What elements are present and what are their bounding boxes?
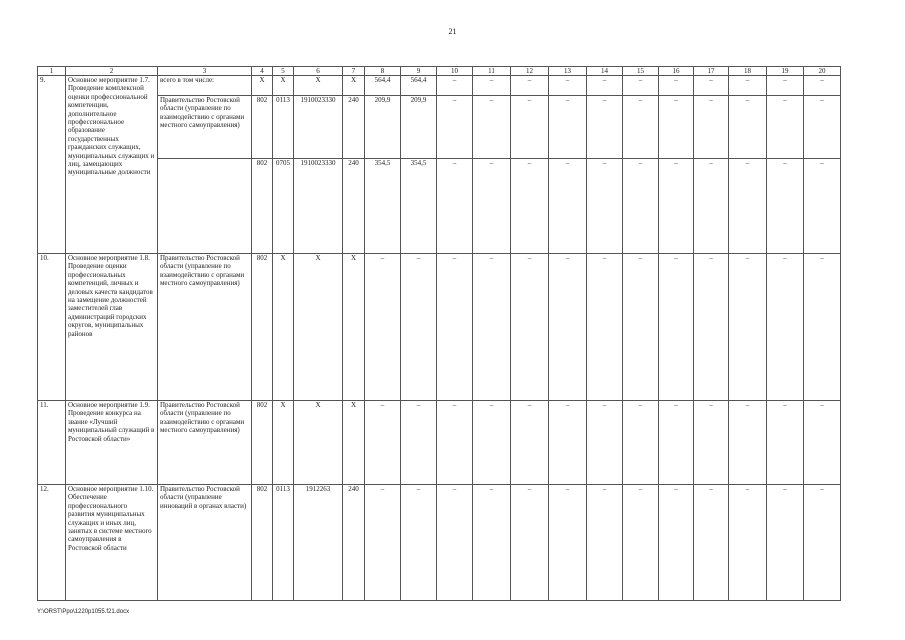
cell-csr: Х bbox=[294, 76, 343, 96]
table-row bbox=[38, 401, 841, 485]
header-cell: 9 bbox=[401, 67, 437, 76]
header-cell: 19 bbox=[767, 67, 804, 76]
table-row bbox=[38, 96, 841, 159]
file-path-footer: Y:\ORST\Ppo\1220p1055.f21.docx bbox=[37, 609, 130, 615]
cell-vr: 240 bbox=[343, 485, 365, 601]
cell-year: – bbox=[401, 485, 437, 601]
cell-total: 564,4 bbox=[365, 76, 401, 96]
cell-year: – bbox=[804, 254, 841, 401]
cell-year: – bbox=[767, 254, 804, 401]
cell-year: – bbox=[767, 96, 804, 159]
cell-csr: 1910023330 bbox=[294, 159, 343, 254]
cell-total: 354,5 bbox=[365, 159, 401, 254]
cell-csr: Х bbox=[294, 254, 343, 401]
header-cell: 8 bbox=[365, 67, 401, 76]
cell-year: – bbox=[473, 76, 511, 96]
cell-year: – bbox=[511, 159, 549, 254]
table-row bbox=[38, 254, 841, 401]
cell-year: – bbox=[473, 485, 511, 601]
cell-year: – bbox=[623, 401, 659, 485]
cell-rzpr: 0113 bbox=[273, 485, 294, 601]
cell-year: – bbox=[694, 254, 729, 401]
cell-year: – bbox=[437, 159, 473, 254]
cell-vr: Х bbox=[343, 254, 365, 401]
cell-year: – bbox=[694, 159, 729, 254]
cell-year: – bbox=[437, 254, 473, 401]
cell-year: – bbox=[623, 254, 659, 401]
executor-cell: всего в том числе: bbox=[158, 76, 252, 96]
cell-vr: 240 bbox=[343, 96, 365, 159]
cell-total: – bbox=[365, 254, 401, 401]
cell-csr: 1910023330 bbox=[294, 96, 343, 159]
cell-year: 354,5 bbox=[401, 159, 437, 254]
cell-grbs: 802 bbox=[252, 254, 273, 401]
executor-cell: Правительство Ростовской области (управление по взаимодействию с органами местного самоуправления) bbox=[158, 401, 252, 485]
header-cell: 16 bbox=[659, 67, 694, 76]
header-cell: 15 bbox=[623, 67, 659, 76]
cell-year: – bbox=[587, 159, 623, 254]
header-cell: 2 bbox=[66, 67, 158, 76]
cell-year: – bbox=[729, 76, 767, 96]
cell-year: – bbox=[587, 401, 623, 485]
cell-year: – bbox=[659, 76, 694, 96]
header-cell: 3 bbox=[158, 67, 252, 76]
table-row bbox=[38, 485, 841, 601]
header-cell: 10 bbox=[437, 67, 473, 76]
cell-total: 209,9 bbox=[365, 96, 401, 159]
cell-year: – bbox=[549, 254, 587, 401]
cell-year: – bbox=[729, 485, 767, 601]
cell-year: – bbox=[729, 159, 767, 254]
executor-cell: Правительство Ростовской области (управление по взаимодействию с органами местного самоуправления) bbox=[158, 96, 252, 159]
activity-name: Основное мероприятие 1.9. Проведение конкурса на звание «Лучший муниципальный служащий в Ростовской области» bbox=[66, 401, 158, 485]
cell-year: – bbox=[729, 401, 767, 485]
header-cell: 11 bbox=[473, 67, 511, 76]
cell-year: 209,9 bbox=[401, 96, 437, 159]
header-cell: 4 bbox=[252, 67, 273, 76]
header-cell: 12 bbox=[511, 67, 549, 76]
table-row bbox=[38, 159, 841, 254]
cell-rzpr: Х bbox=[273, 76, 294, 96]
executor-cell: Правительство Ростовской области (управление по взаимодействию с органами местного самоуправления) bbox=[158, 254, 252, 401]
cell-year: – bbox=[623, 159, 659, 254]
cell-year: – bbox=[401, 254, 437, 401]
cell-year: 564,4 bbox=[401, 76, 437, 96]
cell-year: – bbox=[587, 76, 623, 96]
cell-year: – bbox=[437, 96, 473, 159]
activity-name: Основное мероприятие 1.7. Проведение комплексной оценки профессиональной компетенции, дополнительное профессиональное образование государственных гражданских служащих, муниципальных служащих и лиц, замещающих муниципальные должности bbox=[66, 76, 158, 254]
cell-year: – bbox=[437, 76, 473, 96]
executor-cell: Правительство Ростовской области (управление инноваций в органах власти) bbox=[158, 485, 252, 601]
cell-total: – bbox=[365, 401, 401, 485]
cell-year: – bbox=[437, 401, 473, 485]
cell-csr: 1912263 bbox=[294, 485, 343, 601]
header-cell: 7 bbox=[343, 67, 365, 76]
cell-year: – bbox=[473, 401, 511, 485]
row-number: 9. bbox=[38, 76, 66, 254]
cell-year: – bbox=[804, 485, 841, 601]
cell-year: – bbox=[767, 485, 804, 601]
cell-year: – bbox=[511, 485, 549, 601]
cell-year: – bbox=[804, 159, 841, 254]
cell-year: – bbox=[804, 401, 841, 485]
cell-grbs: 802 bbox=[252, 159, 273, 254]
cell-year: – bbox=[659, 159, 694, 254]
cell-year: – bbox=[729, 96, 767, 159]
header-cell: 18 bbox=[729, 67, 767, 76]
cell-year: – bbox=[473, 96, 511, 159]
cell-grbs: 802 bbox=[252, 401, 273, 485]
cell-year: – bbox=[587, 485, 623, 601]
cell-year: – bbox=[694, 485, 729, 601]
header-cell: 14 bbox=[587, 67, 623, 76]
cell-year: – bbox=[659, 401, 694, 485]
cell-year: – bbox=[549, 159, 587, 254]
cell-year: – bbox=[549, 76, 587, 96]
cell-year: – bbox=[729, 254, 767, 401]
header-cell: 5 bbox=[273, 67, 294, 76]
cell-csr: Х bbox=[294, 401, 343, 485]
executor-cell bbox=[158, 159, 252, 254]
page-number: 21 bbox=[448, 27, 457, 36]
cell-rzpr: 0113 bbox=[273, 96, 294, 159]
cell-year: – bbox=[623, 76, 659, 96]
cell-year: – bbox=[694, 76, 729, 96]
activity-name: Основное мероприятие 1.8. Проведение оценки профессиональных компетенций, личных и деловых качеств кандидатов на замещение должностей заместителей глав администраций городских округов, муниципальных районов bbox=[66, 254, 158, 401]
cell-year: – bbox=[511, 254, 549, 401]
header-cell: 1 bbox=[38, 67, 66, 76]
header-cell: 13 bbox=[549, 67, 587, 76]
cell-year: – bbox=[437, 485, 473, 601]
cell-vr: Х bbox=[343, 401, 365, 485]
row-number: 10. bbox=[38, 254, 66, 401]
header-cell: 17 bbox=[694, 67, 729, 76]
cell-year: – bbox=[511, 76, 549, 96]
cell-year: – bbox=[804, 96, 841, 159]
header-cell: 6 bbox=[294, 67, 343, 76]
cell-rzpr: 0705 bbox=[273, 159, 294, 254]
cell-year: – bbox=[549, 401, 587, 485]
cell-year: – bbox=[549, 485, 587, 601]
cell-rzpr: Х bbox=[273, 401, 294, 485]
cell-year: – bbox=[511, 96, 549, 159]
cell-year: – bbox=[659, 254, 694, 401]
row-number: 11. bbox=[38, 401, 66, 485]
cell-grbs: Х bbox=[252, 76, 273, 96]
cell-year: – bbox=[767, 76, 804, 96]
cell-year: – bbox=[401, 401, 437, 485]
cell-year: – bbox=[623, 96, 659, 159]
cell-vr: Х bbox=[343, 76, 365, 96]
cell-grbs: 802 bbox=[252, 485, 273, 601]
cell-year: – bbox=[694, 401, 729, 485]
cell-vr: 240 bbox=[343, 159, 365, 254]
cell-year: – bbox=[694, 96, 729, 159]
program-table bbox=[37, 66, 841, 601]
cell-year: – bbox=[473, 254, 511, 401]
cell-year: – bbox=[767, 401, 804, 485]
activity-name: Основное мероприятие 1.10. Обеспечение профессионального развития муниципальных служащих и иных лиц, занятых в системе местного самоуправления в Ростовской области bbox=[66, 485, 158, 601]
cell-year: – bbox=[473, 159, 511, 254]
cell-year: – bbox=[587, 254, 623, 401]
row-number: 12. bbox=[38, 485, 66, 601]
cell-total: – bbox=[365, 485, 401, 601]
header-row bbox=[38, 67, 841, 76]
cell-rzpr: Х bbox=[273, 254, 294, 401]
cell-year: – bbox=[659, 96, 694, 159]
cell-year: – bbox=[767, 159, 804, 254]
cell-year: – bbox=[511, 401, 549, 485]
cell-year: – bbox=[587, 96, 623, 159]
cell-year: – bbox=[659, 485, 694, 601]
cell-grbs: 802 bbox=[252, 96, 273, 159]
cell-year: – bbox=[549, 96, 587, 159]
header-cell: 20 bbox=[804, 67, 841, 76]
table-row bbox=[38, 76, 841, 96]
cell-year: – bbox=[804, 76, 841, 96]
cell-year: – bbox=[623, 485, 659, 601]
